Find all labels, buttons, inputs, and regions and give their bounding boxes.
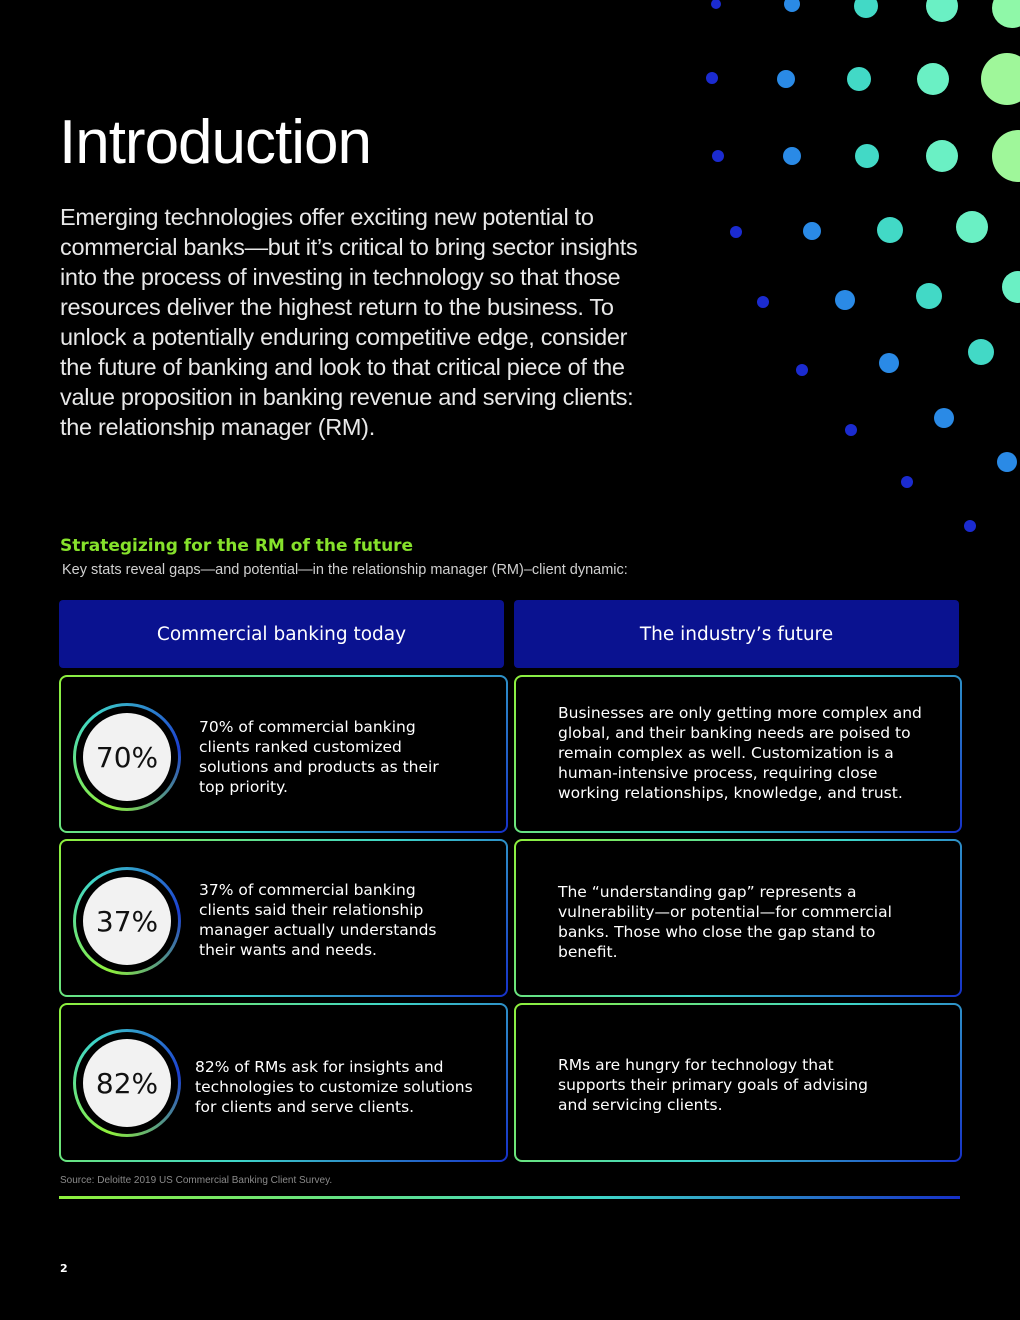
intro-paragraph: Emerging technologies offer exciting new potential to commercial banks—but it’s critical to bring sector insights into the process of investing in technology so that those resources deliver the highest return to the business. To unlock a potentially enduring competitive edge, consider the future of banking and look to that critical piece of the value proposition in banking revenue and serving clients: the relationship manager (RM).: [60, 204, 638, 440]
decorative-dot: [706, 72, 718, 84]
decorative-dot: [916, 283, 942, 309]
future-card: [514, 839, 962, 997]
decorative-dot: [757, 296, 769, 308]
header-label: Commercial banking today: [156, 623, 407, 645]
stat-value: 82%: [83, 1039, 171, 1127]
stat-value: 37%: [83, 877, 171, 965]
stat-card: [59, 675, 508, 833]
page-title: Introduction: [59, 108, 371, 177]
stat-description: 82% of RMs ask for insights and technologies to customize solutions for clients and serve clients.: [195, 1058, 473, 1116]
header-industry-future: [514, 600, 959, 668]
stat-ring: [73, 703, 181, 811]
stat-ring: [73, 1029, 181, 1137]
decorative-dot: [796, 364, 808, 376]
decorative-dot: [926, 140, 958, 172]
section-title: Strategizing for the RM of the future: [60, 536, 414, 556]
decorative-dot: [879, 353, 899, 373]
header-label: The industry’s future: [639, 623, 834, 645]
page-number: 2: [60, 1262, 68, 1275]
stat-description: 70% of commercial banking clients ranked customized solutions and products as their top priority.: [199, 718, 439, 796]
section-subtitle: Key stats reveal gaps—and potential—in the relationship manager (RM)–client dynamic:: [62, 562, 628, 578]
future-card: [514, 1003, 962, 1162]
decorative-dot: [1002, 271, 1020, 303]
decorative-dot: [877, 217, 903, 243]
decorative-dot: [934, 408, 954, 428]
decorative-dot: [997, 452, 1017, 472]
future-description: RMs are hungry for technology that supports their primary goals of advising and servicing clients.: [558, 1056, 868, 1114]
decorative-dot: [803, 222, 821, 240]
gradient-divider: [59, 1196, 960, 1199]
decorative-dot: [730, 226, 742, 238]
decorative-dot: [711, 0, 721, 9]
decorative-dot: [847, 67, 871, 91]
decorative-dot: [964, 520, 976, 532]
future-card: [514, 675, 962, 833]
decorative-dot: [981, 53, 1020, 105]
future-description: Businesses are only getting more complex and global, and their banking needs are poised to remain complex as well. Customization is a human-intensive process, requiring close working relationships, knowledge, and trust.: [558, 704, 922, 802]
decorative-dot: [968, 339, 994, 365]
decorative-dot: [835, 290, 855, 310]
stat-card: [59, 1003, 508, 1162]
decorative-dot: [783, 147, 801, 165]
decorative-dot: [777, 70, 795, 88]
header-commercial-banking-today: [59, 600, 504, 668]
decorative-dot: [845, 424, 857, 436]
decorative-dot: [956, 211, 988, 243]
decorative-dot: [784, 0, 800, 12]
decorative-dot: [917, 63, 949, 95]
stat-ring: [73, 867, 181, 975]
decorative-dot: [854, 0, 878, 18]
source-note: Source: Deloitte 2019 US Commercial Banking Client Survey.: [60, 1175, 333, 1186]
stat-card: [59, 839, 508, 997]
future-description: The “understanding gap” represents a vulnerability—or potential—for commercial banks. Those who close the gap stand to benefit.: [558, 883, 892, 961]
decorative-dot: [992, 0, 1020, 28]
decorative-dot: [926, 0, 958, 22]
stat-value: 70%: [83, 713, 171, 801]
stat-description: 37% of commercial banking clients said their relationship manager actually understands their wants and needs.: [199, 881, 437, 959]
decorative-dot: [992, 130, 1020, 182]
decorative-dot: [901, 476, 913, 488]
decorative-dot: [712, 150, 724, 162]
decorative-dot: [855, 144, 879, 168]
